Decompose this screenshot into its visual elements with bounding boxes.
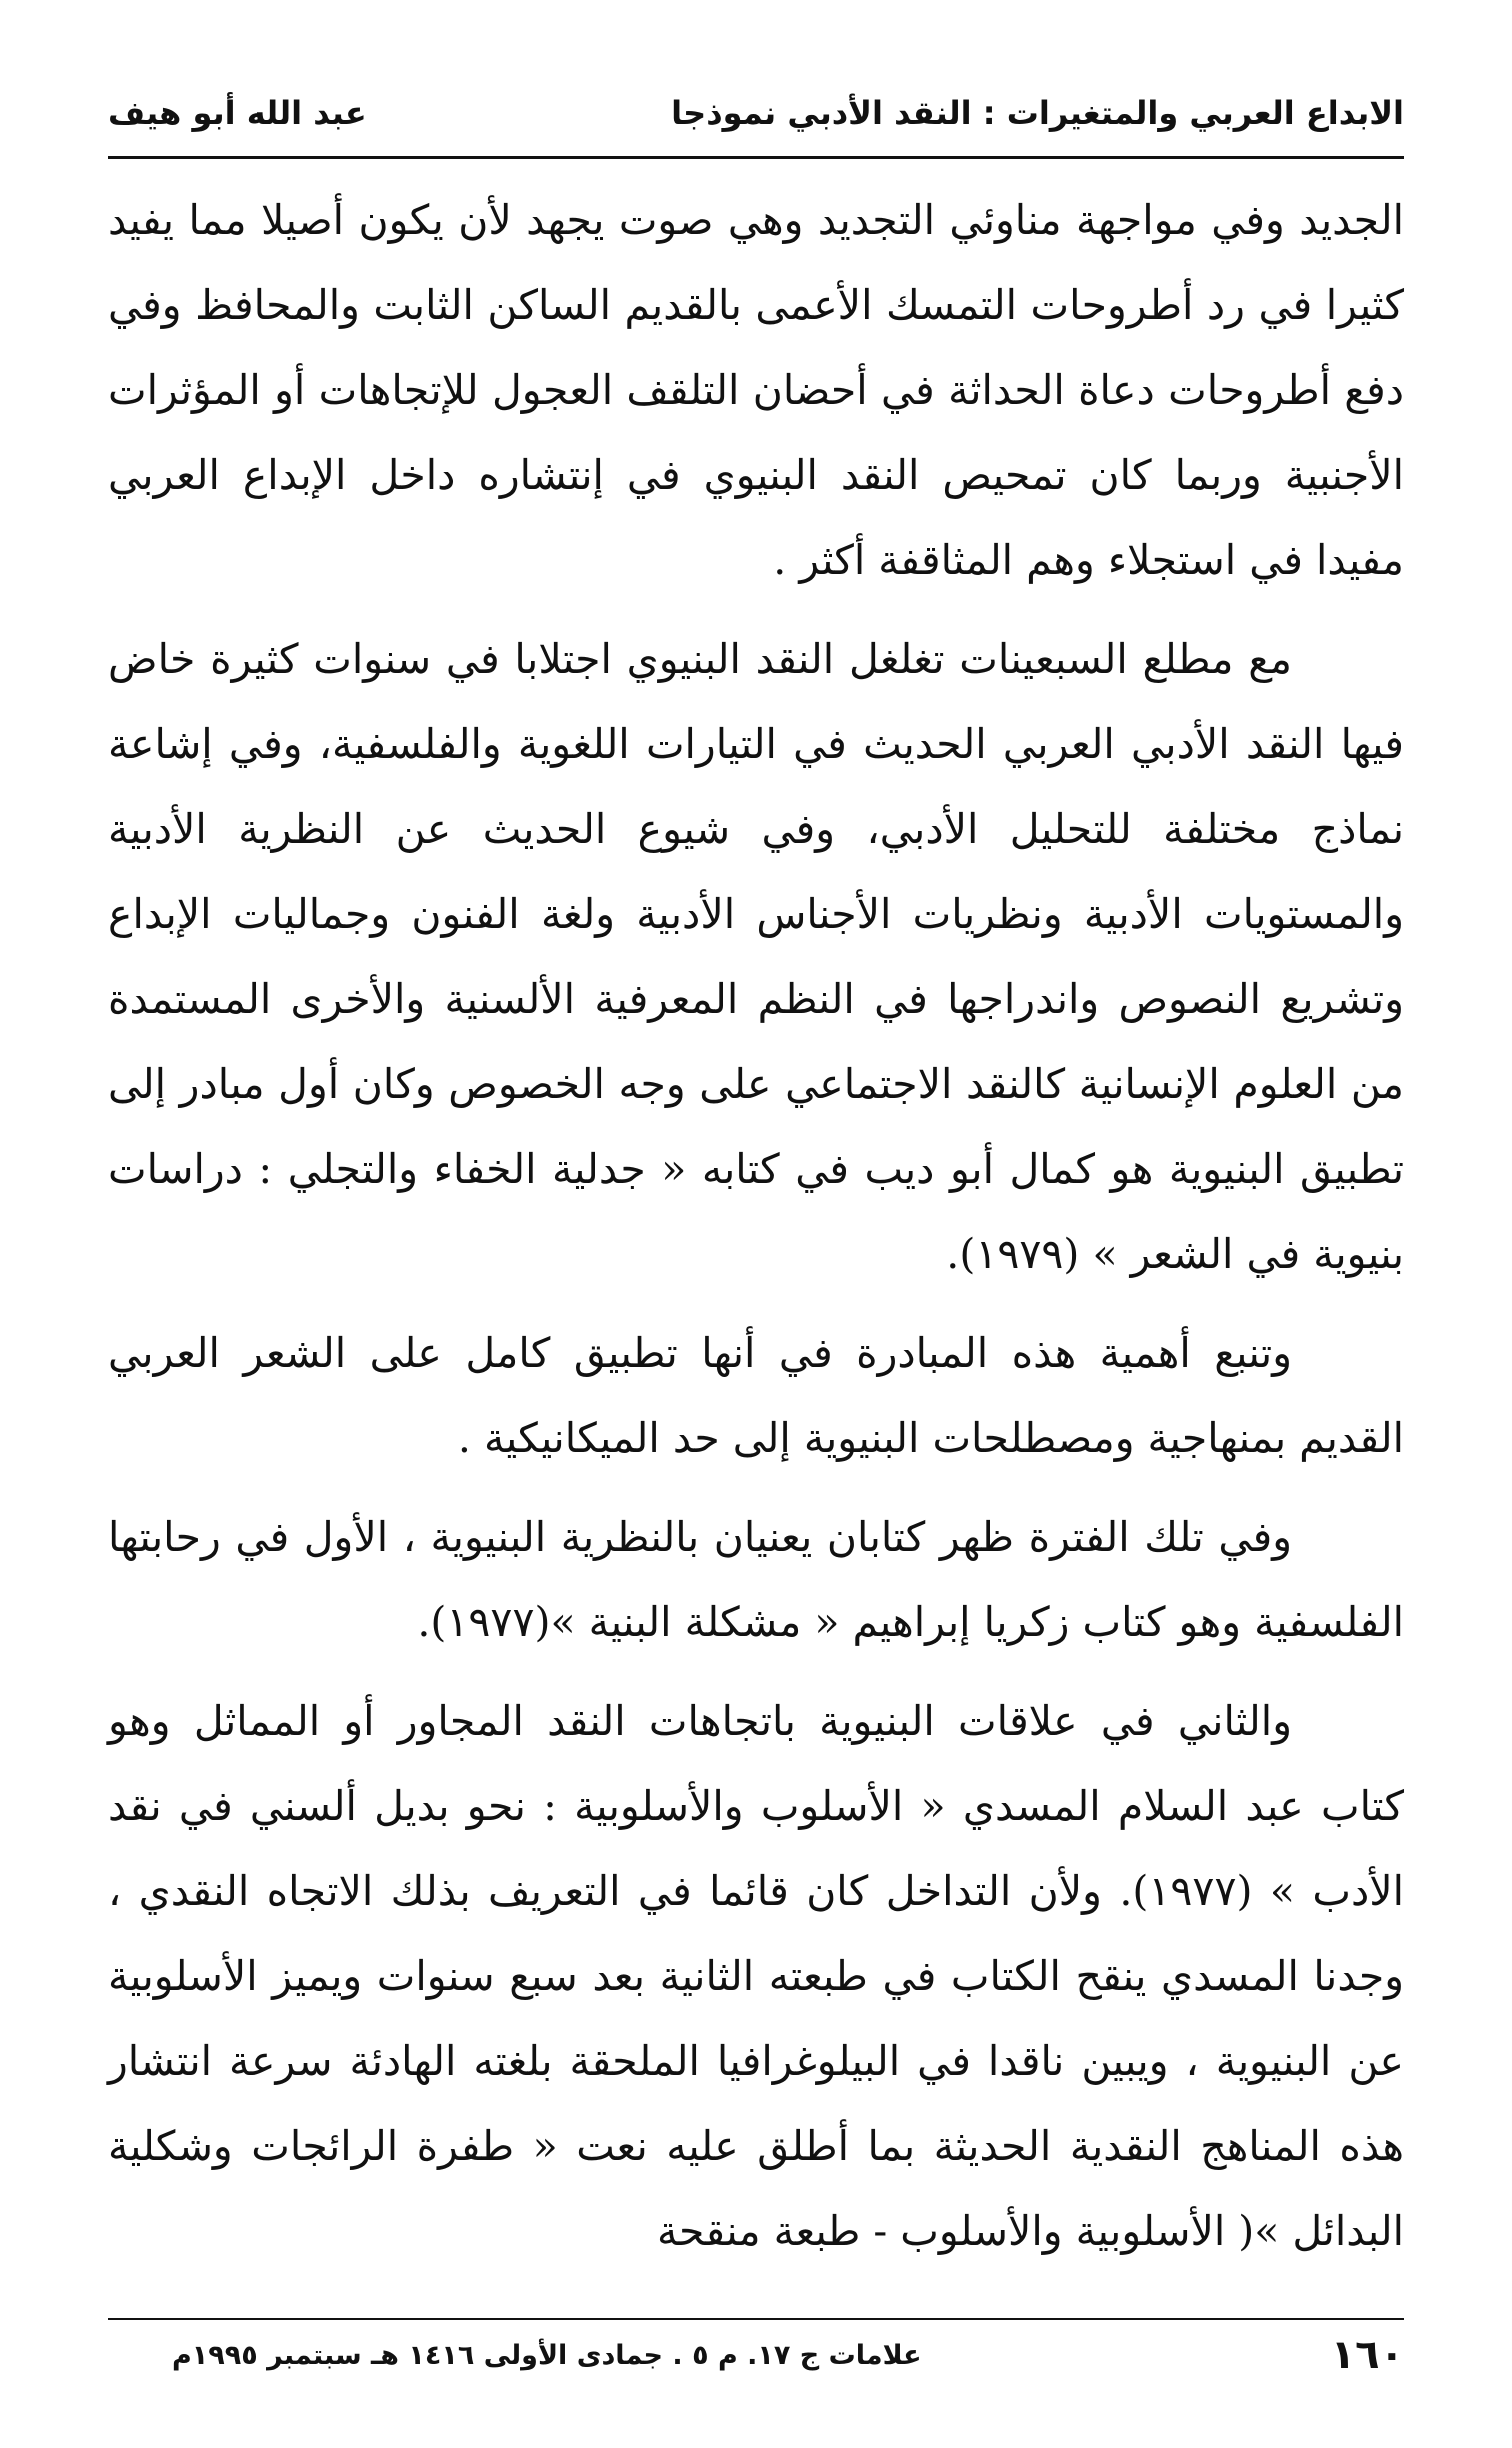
paragraph-5: والثاني في علاقات البنيوية باتجاهات النقد المجاور أو المماثل وهو كتاب عبد السلام المسدي « الأسلوب والأسلوبية : نحو بديل ألسني في نقد الأدب » (١٩٧٧). ولأن التداخل كان قائما في التعريف بذلك الاتجاه النقدي ، وجدنا المسدي ينقح الكتاب في طبعته الثانية بعد سبع سنوات ويميز الأسلوبية عن البنيوية ، ويبين ناقدا في البيلوغرافيا الملحقة بلغته الهادئة سرعة انتشار هذه المناهج النقدية الحديثة بما أطلق عليه نعت « طفرة الرائجات وشكلية البدائل »( الأسلوبية والأسلوب - طبعة منقحة bbox=[108, 1697, 1404, 2255]
footer-divider bbox=[108, 2318, 1404, 2320]
book-page bbox=[108, 70, 1404, 2410]
running-footer bbox=[108, 2332, 1404, 2378]
running-header bbox=[108, 70, 1404, 156]
header-author: عبد الله أبو هيف bbox=[108, 94, 367, 132]
paragraph-4: وفي تلك الفترة ظهر كتابان يعنيان بالنظرية البنيوية ، الأول في رحابتها الفلسفية وهو كتاب زكريا إبراهيم « مشكلة البنية »(١٩٧٧). bbox=[108, 1513, 1404, 1646]
journal-info: علامات ج ١٧. م ٥ . جمادى الأولى ١٤١٦ هـ سبتمبر ١٩٩٥م bbox=[172, 2339, 922, 2371]
paragraph-2: مع مطلع السبعينات تغلغل النقد البنيوي اجتلابا في سنوات كثيرة خاض فيها النقد الأدبي العربي الحديث في التيارات اللغوية والفلسفية، وفي إشاعة نماذج مختلفة للتحليل الأدبي، وفي شيوع الحديث عن النظرية الأدبية والمستويات الأدبية ونظريات الأجناس الأدبية ولغة الفنون وجماليات الإبداع وتشريع النصوص واندراجها في النظم المعرفية الألسنية والأخرى المستمدة من العلوم الإنسانية كالنقد الاجتماعي على وجه الخصوص وكان أول مبادر إلى تطبيق البنيوية هو كمال أبو ديب في كتابه « جدلية الخفاء والتجلي : دراسات بنيوية في الشعر » (١٩٧٩). bbox=[108, 635, 1404, 1278]
paragraph-1: الجديد وفي مواجهة مناوئي التجديد وهي صوت يجهد لأن يكون أصيلا مما يفيد كثيرا في رد أطروحات التمسك الأعمى بالقديم الساكن الثابت والمحافظ وفي دفع أطروحات دعاة الحداثة في أحضان التلقف العجول للإتجاهات أو المؤثرات الأجنبية وربما كان تمحيص النقد البنيوي في إنتشاره داخل الإبداع العربي مفيدا في استجلاء وهم المثاقفة أكثر . bbox=[108, 196, 1404, 584]
header-title: الابداع العربي والمتغيرات : النقد الأدبي نموذجا bbox=[671, 94, 1404, 132]
page-number: ١٦٠ bbox=[1330, 2332, 1404, 2378]
body-text bbox=[108, 178, 1404, 2288]
header-divider bbox=[108, 156, 1404, 159]
paragraph-3: وتنبع أهمية هذه المبادرة في أنها تطبيق كامل على الشعر العربي القديم بمنهاجية ومصطلحات البنيوية إلى حد الميكانيكية . bbox=[108, 1329, 1404, 1462]
